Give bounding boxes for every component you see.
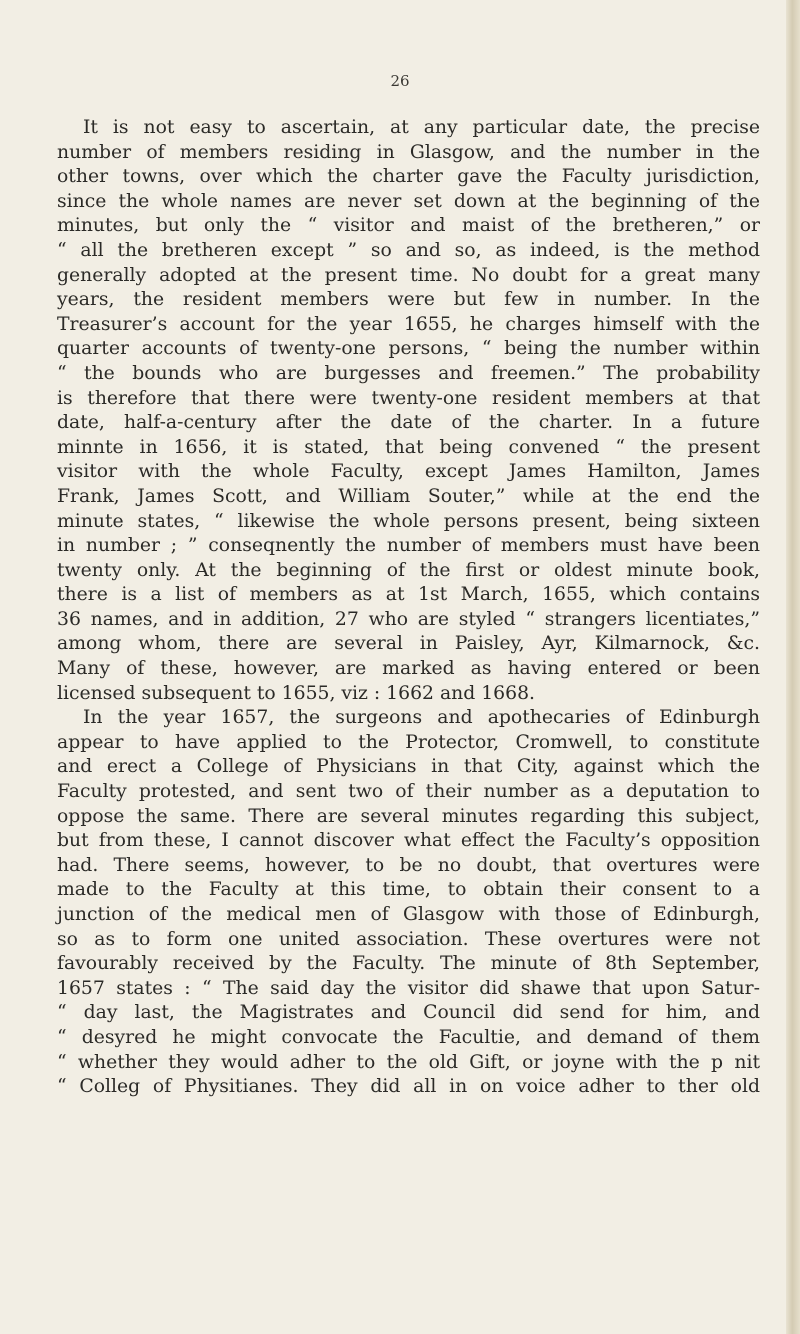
text-line: “ day last, the Magistrates and Council did send for him, and [57,1002,760,1024]
text-line: and erect a College of Physicians in that City, against which the [57,756,760,778]
text-line: there is a list of members as at 1st March, 1655, which contains [57,584,760,606]
text-line: licensed subsequent to 1655, viz : 1662 and 1668. [57,682,536,704]
text-line: minnte in 1656, it is stated, that being convened “ the present [57,436,760,458]
text-line: twenty only. At the beginning of the first or oldest minute book, [57,559,760,581]
text-line: Faculty protested, and sent two of their number as a deputation to [57,781,760,803]
text-line: minutes, but only the “ visitor and maist of the bretheren,” or [57,215,760,237]
text-line: It is not easy to ascertain, at any particular date, the precise [83,117,760,138]
text-line: “ the bounds who are burgesses and freemen.” The probability [57,362,760,384]
text-line: favourably received by the Faculty. The minute of 8th September, [57,953,760,975]
text-line: years, the resident members were but few in number. In the [57,289,760,311]
text-line: among whom, there are several in Paisley, Ayr, Kilmarnock, &c. [57,633,760,655]
text-line: 1657 states : “ The said day the visitor did shawe that upon Satur- [57,977,760,999]
page-number: 26 [390,72,410,90]
text-line: “ desyred he might convocate the Facultie, and demand of them [57,1026,760,1048]
text-line: appear to have applied to the Protector, Cromwell, to constitute [57,731,760,753]
text-line: minute states, “ likewise the whole persons present, being sixteen [57,510,760,532]
text-line: date, half-a-century after the date of the charter. In a future [57,412,760,434]
text-line: “ Colleg of Physitianes. They did all in on voice adher to ther old [57,1076,760,1098]
page-edge [786,0,800,1334]
text-line: oppose the same. There are several minutes regarding this subject, [57,805,760,827]
text-line: so as to form one united association. These overtures were not [57,928,760,950]
text-line: 36 names, and in addition, 27 who are styled “ strangers licentiates,” [57,608,760,630]
body-text [57,116,760,1100]
text-line: In the year 1657, the surgeons and apothecaries of Edinburgh [83,707,760,729]
text-line: junction of the medical men of Glasgow with those of Edinburgh, [57,904,760,925]
text-line: Frank, James Scott, and William Souter,” while at the end the [57,485,760,507]
text-line: quarter accounts of twenty-one persons, “ being the number within [57,338,760,360]
text-line: Treasurer’s account for the year 1655, he charges himself with the [57,313,760,335]
text-line: since the whole names are never set down at the beginning of the [57,190,760,212]
text-line: is therefore that there were twenty-one resident members at that [57,387,760,409]
text-line: but from these, I cannot discover what effect the Faculty’s opposition [57,830,760,852]
text-line: had. There seems, however, to be no doubt, that overtures were [57,854,760,876]
text-line: in number ; ” conseqnently the number of members must have been [57,535,760,557]
text-line: visitor with the whole Faculty, except James Hamilton, James [57,461,760,483]
text-line: “ all the bretheren except ” so and so, as indeed, is the method [57,239,760,261]
text-line: number of members residing in Glasgow, and the number in the [57,141,760,163]
text-line: Many of these, however, are marked as having entered or been [57,658,760,680]
text-line: other towns, over which the charter gave the Faculty jurisdiction, [57,166,760,188]
text-line: made to the Faculty at this time, to obtain their consent to a [57,879,760,901]
text-line: “ whether they would adher to the old Gift, or joyne with the p nit [57,1051,760,1073]
text-line: generally adopted at the present time. No doubt for a great many [57,264,760,286]
